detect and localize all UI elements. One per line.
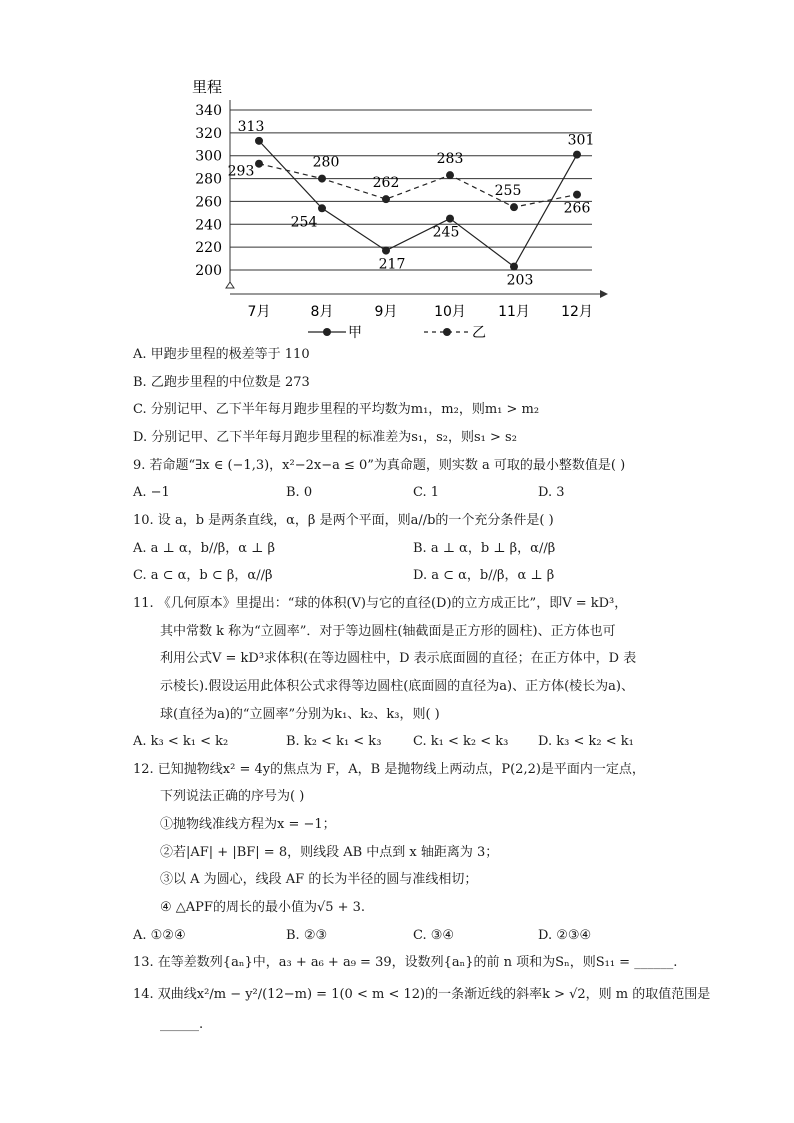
series-line-0 (259, 141, 577, 267)
q10-option-b[interactable]: B. a ⊥ α，b ⊥ β，α//β (413, 541, 556, 556)
q12-statement-1: ①抛物线准线方程为x = −1； (160, 817, 336, 832)
series-0-point-2 (382, 247, 390, 255)
q8-option-c[interactable]: C. 分别记甲、乙下半年每月跑步里程的平均数为m₁，m₂，则m₁ > m₂ (133, 402, 540, 417)
y-tick-240: 240 (195, 217, 222, 234)
y-tick-300: 300 (195, 148, 222, 165)
chart-series (228, 119, 595, 289)
q9-option-b[interactable]: B. 0 (286, 485, 313, 500)
q8-option-b[interactable]: B. 乙跑步里程的中位数是 273 (133, 375, 310, 390)
chart-axes (226, 100, 608, 298)
q11-line-2: 其中常数 k 称为“立圆率”．对于等边圆柱(轴截面是正方形的圆柱)、正方体也可 (160, 624, 616, 639)
series-0-label-4: 203 (506, 272, 534, 289)
axis-break-mark (226, 282, 234, 288)
series-0-point-5 (573, 151, 581, 159)
q12-option-d[interactable]: D. ②③④ (538, 928, 592, 943)
q9-option-d[interactable]: D. 3 (538, 485, 565, 500)
series-1-point-4 (510, 203, 518, 211)
chart-legend (308, 325, 486, 340)
series-1-label-0: 293 (227, 163, 255, 180)
q10-option-a[interactable]: A. a ⊥ α，b//β，α ⊥ β (133, 541, 276, 556)
x-tick-3: 10月 (434, 304, 466, 320)
q11-line-3: 利用公式V = kD³求体积(在等边圆柱中，D 表示底面圆的直径；在正方体中，D 表 (160, 651, 637, 666)
q11-line-1: 11. 《几何原本》里提出：“球的体积(V)与它的直径(D)的立方成正比”，即V = kD³， (133, 596, 628, 611)
series-0-label-5: 301 (567, 132, 595, 149)
y-tick-340: 340 (195, 103, 222, 119)
x-tick-2: 9月 (374, 304, 398, 320)
series-0-point-3 (446, 215, 454, 223)
series-1-point-5 (573, 191, 581, 199)
q12-line-1: 12. 已知抛物线x² = 4y的焦点为 F，A，B 是抛物线上两动点，P(2,2)是平面内一定点， (133, 762, 645, 777)
q12-option-a[interactable]: A. ①②④ (133, 928, 186, 943)
series-0-point-0 (255, 137, 263, 145)
series-0-label-0: 313 (237, 118, 265, 135)
series-1-point-3 (446, 171, 454, 179)
y-axis-label: 里程 (192, 78, 223, 96)
series-1-label-2: 262 (372, 175, 400, 192)
chart-grid (227, 110, 592, 270)
q12-statement-2: ②若|AF| + |BF| = 8，则线段 AB 中点到 x 轴距离为 3； (160, 845, 499, 860)
q12-statement-4: ④ △APF的周长的最小值为√5 + 3. (160, 900, 366, 915)
series-1-label-4: 255 (494, 183, 522, 200)
q11-option-d[interactable]: D. k₃ < k₂ < k₁ (538, 734, 634, 749)
series-0-label-1: 254 (290, 214, 318, 231)
y-tick-280: 280 (195, 171, 222, 188)
q12-statement-3: ③以 A 为圆心，线段 AF 的长为半径的圆与准线相切； (160, 872, 478, 887)
series-1-label-5: 266 (563, 200, 591, 217)
q11-option-a[interactable]: A. k₃ < k₁ < k₂ (133, 734, 229, 749)
q9-option-a[interactable]: A. −1 (133, 485, 170, 500)
legend-label-1: 乙 (472, 325, 486, 340)
q11-line-4: 示棱长).假设运用此体积公式求得等边圆柱(底面圆的直径为a)、正方体(棱长为a)、 (160, 679, 634, 694)
y-tick-260: 260 (195, 194, 222, 211)
series-0-label-2: 217 (378, 256, 406, 273)
x-axis-arrow (600, 290, 608, 298)
q8-option-d[interactable]: D. 分别记甲、乙下半年每月跑步里程的标准差为s₁，s₂，则s₁ > s₂ (133, 430, 517, 445)
legend-marker-0 (323, 328, 331, 336)
series-1-point-0 (255, 160, 263, 168)
q10-stem: 10. 设 a，b 是两条直线，α，β 是两个平面，则a//b的一个充分条件是( ) (133, 513, 554, 528)
q9-option-c[interactable]: C. 1 (413, 485, 440, 500)
x-tick-5: 12月 (561, 304, 593, 320)
q10-option-d[interactable]: D. a ⊂ α，b//β，α ⊥ β (413, 568, 555, 583)
series-0-point-4 (510, 263, 518, 271)
series-1-point-2 (382, 195, 390, 203)
x-tick-0: 7月 (247, 304, 271, 320)
series-0-label-3: 245 (432, 224, 460, 241)
q14-line-1: 14. 双曲线x²/m − y²/(12−m) = 1(0 < m < 12)的一条渐近线的斜率k > √2，则 m 的取值范围是 (133, 987, 711, 1002)
q11-option-b[interactable]: B. k₂ < k₁ < k₃ (286, 734, 382, 749)
series-1-label-3: 283 (436, 151, 464, 168)
series-1-point-1 (318, 175, 326, 183)
q11-option-c[interactable]: C. k₁ < k₂ < k₃ (413, 734, 509, 749)
x-tick-1: 8月 (310, 304, 334, 320)
legend-marker-1 (443, 328, 451, 336)
q12-line-2: 下列说法正确的序号为( ) (160, 789, 305, 804)
q8-option-a[interactable]: A. 甲跑步里程的极差等于 110 (133, 347, 310, 362)
y-tick-320: 320 (195, 125, 222, 142)
q12-option-b[interactable]: B. ②③ (286, 928, 328, 943)
y-tick-200: 200 (195, 263, 222, 279)
q12-option-c[interactable]: C. ③④ (413, 928, 455, 943)
x-tick-4: 11月 (498, 304, 530, 320)
q14-line-2[interactable]: ______. (160, 1017, 204, 1032)
series-1-label-1: 280 (312, 154, 340, 171)
y-tick-labels (195, 103, 222, 279)
q11-line-5: 球(直径为a)的“立圆率”分别为k₁、k₂、k₃，则( ) (160, 707, 440, 722)
line-chart (0, 0, 794, 340)
y-tick-220: 220 (195, 240, 222, 257)
series-line-1 (259, 164, 577, 207)
q13-stem[interactable]: 13. 在等差数列{aₙ}中，a₃ + a₆ + a₉ = 39，设数列{aₙ}的前 n 项和为Sₙ，则S₁₁ = ______. (133, 955, 678, 970)
x-tick-labels (248, 304, 593, 320)
legend-label-0: 甲 (348, 325, 362, 340)
q9-stem: 9. 若命题“∃x ∈ (−1,3)，x²−2x−a ≤ 0”为真命题，则实数 a 可取的最小整数值是( ) (133, 458, 626, 473)
series-0-point-1 (318, 204, 326, 212)
q10-option-c[interactable]: C. a ⊂ α，b ⊂ β，α//β (133, 568, 273, 583)
